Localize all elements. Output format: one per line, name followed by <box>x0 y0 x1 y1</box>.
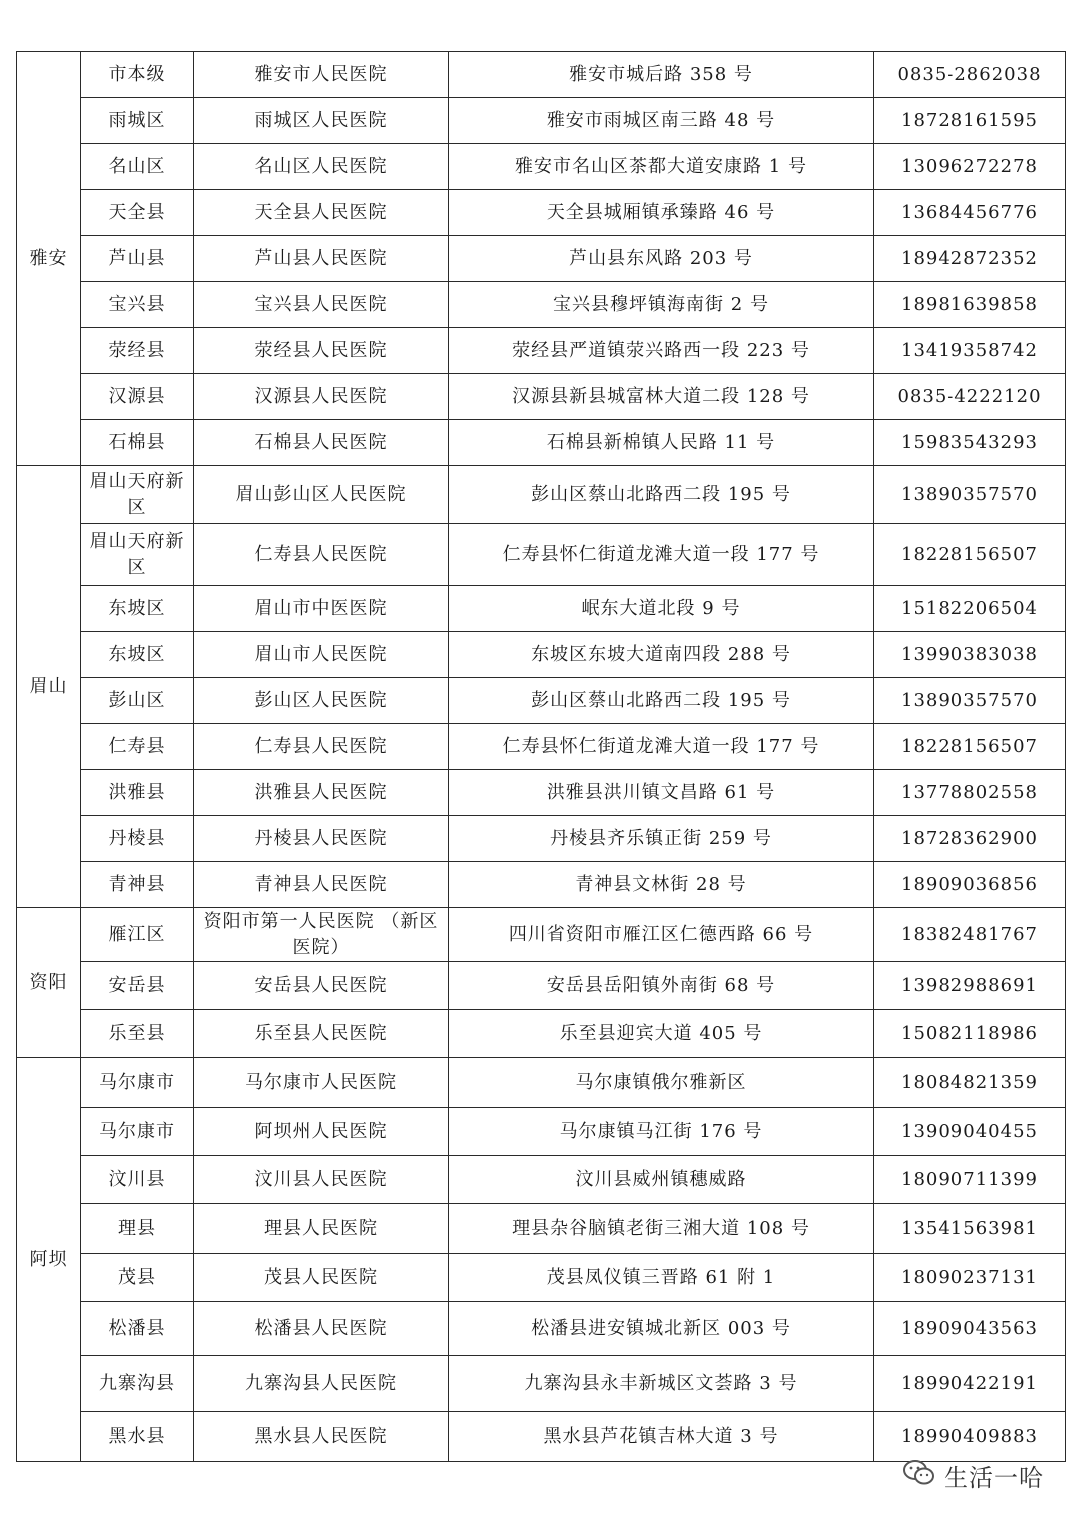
hospital-cell: 松潘县人民医院 <box>194 1302 449 1356</box>
phone-cell: 18942872352 <box>874 236 1066 282</box>
hospital-cell: 眉山彭山区人民医院 <box>194 466 449 524</box>
district-cell: 马尔康市 <box>81 1058 194 1108</box>
table-row <box>17 632 1066 678</box>
phone-cell: 13890357570 <box>874 466 1066 524</box>
address-cell: 荥经县严道镇荥兴路西一段 223 号 <box>449 328 874 374</box>
phone-cell: 13982988691 <box>874 962 1066 1010</box>
phone-cell: 18981639858 <box>874 282 1066 328</box>
hospital-cell: 荥经县人民医院 <box>194 328 449 374</box>
table-row <box>17 524 1066 586</box>
hospital-cell: 雨城区人民医院 <box>194 98 449 144</box>
district-cell: 眉山天府新区 <box>81 524 194 586</box>
address-cell: 雅安市名山区茶都大道安康路 1 号 <box>449 144 874 190</box>
wechat-icon <box>902 1459 936 1491</box>
district-cell: 安岳县 <box>81 962 194 1010</box>
district-cell: 茂县 <box>81 1254 194 1302</box>
hospital-cell: 仁寿县人民医院 <box>194 724 449 770</box>
hospital-cell: 马尔康市人民医院 <box>194 1058 449 1108</box>
address-cell: 芦山县东风路 203 号 <box>449 236 874 282</box>
table-row <box>17 816 1066 862</box>
hospital-cell: 名山区人民医院 <box>194 144 449 190</box>
district-cell: 名山区 <box>81 144 194 190</box>
district-cell: 芦山县 <box>81 236 194 282</box>
phone-cell: 15983543293 <box>874 420 1066 466</box>
district-cell: 雁江区 <box>81 908 194 962</box>
address-cell: 青神县文林街 28 号 <box>449 862 874 908</box>
phone-cell: 18228156507 <box>874 724 1066 770</box>
hospital-cell: 芦山县人民医院 <box>194 236 449 282</box>
district-cell: 市本级 <box>81 52 194 98</box>
hospital-cell: 眉山市中医医院 <box>194 586 449 632</box>
district-cell: 九寨沟县 <box>81 1356 194 1412</box>
hospital-cell: 乐至县人民医院 <box>194 1010 449 1058</box>
address-cell: 石棉县新棉镇人民路 11 号 <box>449 420 874 466</box>
table-row <box>17 1058 1066 1108</box>
address-cell: 彭山区蔡山北路西二段 195 号 <box>449 678 874 724</box>
phone-cell: 0835-4222120 <box>874 374 1066 420</box>
phone-cell: 18228156507 <box>874 524 1066 586</box>
table-row <box>17 190 1066 236</box>
address-cell: 洪雅县洪川镇文昌路 61 号 <box>449 770 874 816</box>
address-cell: 汉源县新县城富林大道二段 128 号 <box>449 374 874 420</box>
address-cell: 马尔康镇俄尔雅新区 <box>449 1058 874 1108</box>
table-row <box>17 862 1066 908</box>
district-cell: 洪雅县 <box>81 770 194 816</box>
district-cell: 宝兴县 <box>81 282 194 328</box>
address-cell: 仁寿县怀仁街道龙滩大道一段 177 号 <box>449 724 874 770</box>
address-cell: 乐至县迎宾大道 405 号 <box>449 1010 874 1058</box>
phone-cell: 13990383038 <box>874 632 1066 678</box>
hospital-cell: 汶川县人民医院 <box>194 1156 449 1204</box>
address-cell: 松潘县进安镇城北新区 003 号 <box>449 1302 874 1356</box>
hospital-cell: 安岳县人民医院 <box>194 962 449 1010</box>
address-cell: 东坡区东坡大道南四段 288 号 <box>449 632 874 678</box>
phone-cell: 18090711399 <box>874 1156 1066 1204</box>
phone-cell: 0835-2862038 <box>874 52 1066 98</box>
hospital-cell: 丹棱县人民医院 <box>194 816 449 862</box>
city-cell: 资阳 <box>17 908 81 1058</box>
hospital-cell: 资阳市第一人民医院 （新区医院） <box>194 908 449 962</box>
district-cell: 汶川县 <box>81 1156 194 1204</box>
table-row <box>17 144 1066 190</box>
table-row <box>17 1010 1066 1058</box>
hospital-cell: 天全县人民医院 <box>194 190 449 236</box>
district-cell: 青神县 <box>81 862 194 908</box>
district-cell: 汉源县 <box>81 374 194 420</box>
hospital-cell: 九寨沟县人民医院 <box>194 1356 449 1412</box>
table-row <box>17 328 1066 374</box>
hospital-cell: 理县人民医院 <box>194 1204 449 1254</box>
address-cell: 宝兴县穆坪镇海南街 2 号 <box>449 282 874 328</box>
address-cell: 岷东大道北段 9 号 <box>449 586 874 632</box>
table-row <box>17 282 1066 328</box>
district-cell: 理县 <box>81 1204 194 1254</box>
phone-cell: 18909043563 <box>874 1302 1066 1356</box>
district-cell: 东坡区 <box>81 632 194 678</box>
phone-cell: 18990422191 <box>874 1356 1066 1412</box>
hospital-cell: 石棉县人民医院 <box>194 420 449 466</box>
address-cell: 安岳县岳阳镇外南街 68 号 <box>449 962 874 1010</box>
phone-cell: 13419358742 <box>874 328 1066 374</box>
district-cell: 荥经县 <box>81 328 194 374</box>
table-row <box>17 1204 1066 1254</box>
address-cell: 雅安市雨城区南三路 48 号 <box>449 98 874 144</box>
phone-cell: 15082118986 <box>874 1010 1066 1058</box>
hospital-cell: 茂县人民医院 <box>194 1254 449 1302</box>
phone-cell: 18728161595 <box>874 98 1066 144</box>
district-cell: 雨城区 <box>81 98 194 144</box>
hospital-cell: 仁寿县人民医院 <box>194 524 449 586</box>
district-cell: 黑水县 <box>81 1412 194 1462</box>
table-row <box>17 466 1066 524</box>
phone-cell: 18084821359 <box>874 1058 1066 1108</box>
hospital-cell: 汉源县人民医院 <box>194 374 449 420</box>
table-row <box>17 1356 1066 1412</box>
hospital-cell: 雅安市人民医院 <box>194 52 449 98</box>
district-cell: 彭山区 <box>81 678 194 724</box>
address-cell: 黑水县芦花镇吉林大道 3 号 <box>449 1412 874 1462</box>
table-row <box>17 1108 1066 1156</box>
phone-cell: 13890357570 <box>874 678 1066 724</box>
district-cell: 天全县 <box>81 190 194 236</box>
phone-cell: 18990409883 <box>874 1412 1066 1462</box>
hospital-table <box>16 51 1066 1462</box>
table-row <box>17 724 1066 770</box>
table-row <box>17 1156 1066 1204</box>
phone-cell: 13778802558 <box>874 770 1066 816</box>
phone-cell: 13096272278 <box>874 144 1066 190</box>
address-cell: 汶川县威州镇穗威路 <box>449 1156 874 1204</box>
district-cell: 丹棱县 <box>81 816 194 862</box>
table-row <box>17 1302 1066 1356</box>
table-row <box>17 98 1066 144</box>
phone-cell: 18382481767 <box>874 908 1066 962</box>
table-row <box>17 678 1066 724</box>
phone-cell: 13684456776 <box>874 190 1066 236</box>
hospital-cell: 青神县人民医院 <box>194 862 449 908</box>
district-cell: 东坡区 <box>81 586 194 632</box>
table-row <box>17 586 1066 632</box>
phone-cell: 13909040455 <box>874 1108 1066 1156</box>
address-cell: 彭山区蔡山北路西二段 195 号 <box>449 466 874 524</box>
phone-cell: 13541563981 <box>874 1204 1066 1254</box>
address-cell: 雅安市城后路 358 号 <box>449 52 874 98</box>
table-row <box>17 374 1066 420</box>
address-cell: 丹棱县齐乐镇正街 259 号 <box>449 816 874 862</box>
table-row <box>17 1254 1066 1302</box>
phone-cell: 18909036856 <box>874 862 1066 908</box>
district-cell: 松潘县 <box>81 1302 194 1356</box>
city-cell: 阿坝 <box>17 1058 81 1462</box>
hospital-cell: 彭山区人民医院 <box>194 678 449 724</box>
district-cell: 仁寿县 <box>81 724 194 770</box>
district-cell: 马尔康市 <box>81 1108 194 1156</box>
address-cell: 茂县凤仪镇三晋路 61 附 1 <box>449 1254 874 1302</box>
address-cell: 理县杂谷脑镇老街三湘大道 108 号 <box>449 1204 874 1254</box>
table-row <box>17 420 1066 466</box>
address-cell: 马尔康镇马江街 176 号 <box>449 1108 874 1156</box>
hospital-cell: 黑水县人民医院 <box>194 1412 449 1462</box>
city-cell: 雅安 <box>17 52 81 466</box>
address-cell: 九寨沟县永丰新城区文荟路 3 号 <box>449 1356 874 1412</box>
address-cell: 四川省资阳市雁江区仁德西路 66 号 <box>449 908 874 962</box>
hospital-cell: 眉山市人民医院 <box>194 632 449 678</box>
hospital-cell: 阿坝州人民医院 <box>194 1108 449 1156</box>
watermark <box>902 1455 1044 1495</box>
address-cell: 天全县城厢镇承臻路 46 号 <box>449 190 874 236</box>
hospital-cell: 宝兴县人民医院 <box>194 282 449 328</box>
table-row <box>17 236 1066 282</box>
district-cell: 眉山天府新区 <box>81 466 194 524</box>
table-row <box>17 1412 1066 1462</box>
phone-cell: 18728362900 <box>874 816 1066 862</box>
table-row <box>17 770 1066 816</box>
hospital-cell: 洪雅县人民医院 <box>194 770 449 816</box>
table-row <box>17 908 1066 962</box>
city-cell: 眉山 <box>17 466 81 908</box>
district-cell: 乐至县 <box>81 1010 194 1058</box>
phone-cell: 18090237131 <box>874 1254 1066 1302</box>
table-row <box>17 52 1066 98</box>
district-cell: 石棉县 <box>81 420 194 466</box>
phone-cell: 15182206504 <box>874 586 1066 632</box>
watermark-text: 生活一哈 <box>944 1463 1044 1492</box>
table-row <box>17 962 1066 1010</box>
address-cell: 仁寿县怀仁街道龙滩大道一段 177 号 <box>449 524 874 586</box>
